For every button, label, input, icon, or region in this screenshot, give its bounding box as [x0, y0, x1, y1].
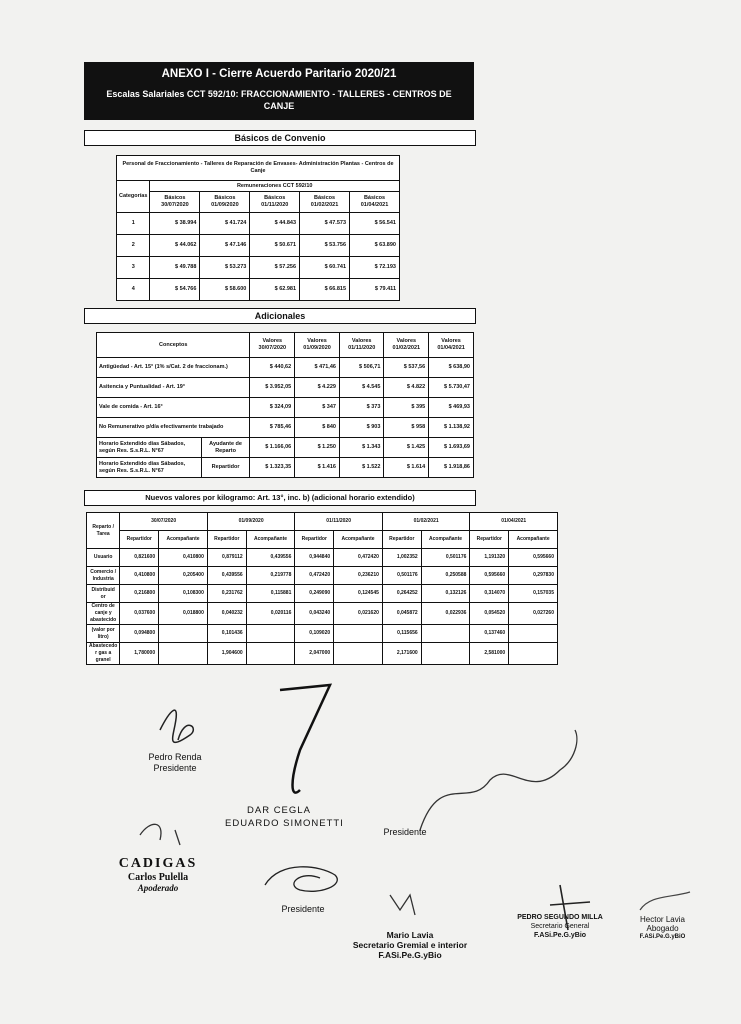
- tarea-cell: Distribuid or: [87, 585, 120, 603]
- value-cell: $ 958: [384, 418, 429, 438]
- table-row: [117, 279, 400, 301]
- value-cell: $ 1.918,86: [429, 458, 474, 478]
- basicos-table: [116, 155, 400, 301]
- adicionales-table: [96, 332, 474, 478]
- kilogramo-table: [86, 512, 558, 665]
- value-cell: 0,054520: [470, 603, 509, 625]
- lavia-org: F.ASi.Pe.G.yBio: [378, 950, 442, 960]
- value-cell: 0,124545: [334, 585, 383, 603]
- basicos-remun-title: Remuneraciones CCT 592/10: [150, 181, 400, 192]
- value-cell: 0,314070: [470, 585, 509, 603]
- adic-col-header: Valores 01/09/2020: [295, 333, 340, 358]
- tarea-cell: Usuario: [87, 549, 120, 567]
- value-cell: $ 54.766: [150, 279, 200, 301]
- value-cell: 0,040232: [207, 603, 246, 625]
- concept-cell: Horario Extendido días Sábados, según Res. S.s.R.L. N°67: [97, 458, 202, 478]
- value-cell: [159, 625, 208, 643]
- cat-cell: 2: [117, 235, 150, 257]
- value-cell: $ 4.545: [339, 378, 383, 398]
- value-cell: $ 537,56: [384, 358, 429, 378]
- value-cell: $ 1.323,35: [250, 458, 295, 478]
- tarea-cell: Centro de canje y abastecido: [87, 603, 120, 625]
- value-cell: $ 506,71: [339, 358, 383, 378]
- value-cell: $ 469,93: [429, 398, 474, 418]
- value-cell: 0,018800: [159, 603, 208, 625]
- basicos-col-header: Básicos 01/11/2020: [250, 192, 300, 213]
- value-cell: $ 47.573: [300, 213, 350, 235]
- hector-name: Hector Lavia: [640, 915, 685, 924]
- value-cell: 0,821600: [120, 549, 159, 567]
- value-cell: $ 66.815: [300, 279, 350, 301]
- value-cell: $ 79.411: [350, 279, 400, 301]
- value-cell: 0,094800: [120, 625, 159, 643]
- value-cell: $ 57.256: [250, 257, 300, 279]
- basicos-col-header: Básicos 01/09/2020: [200, 192, 250, 213]
- concept-cell: No Remunerativo p/día efectivamente trabajado: [97, 418, 250, 438]
- sub-header-repartidor: Repartidor: [295, 531, 334, 549]
- table-row: [97, 358, 474, 378]
- table-row: [87, 567, 558, 585]
- value-cell: 0,022936: [421, 603, 470, 625]
- value-cell: 2,047000: [295, 643, 334, 665]
- value-cell: $ 3.952,05: [250, 378, 295, 398]
- lavia-role: Secretario Gremial e interior: [352, 940, 468, 950]
- cat-cell: 1: [117, 213, 150, 235]
- value-cell: $ 1.416: [295, 458, 340, 478]
- value-cell: $ 62.981: [250, 279, 300, 301]
- value-cell: $ 785,46: [250, 418, 295, 438]
- basicos-col-header: Básicos 01/02/2021: [300, 192, 350, 213]
- milla-org: F.ASi.Pe.G.yBio: [533, 932, 587, 939]
- value-cell: $ 840: [295, 418, 340, 438]
- value-cell: 0,297830: [509, 567, 558, 585]
- document-header: [84, 62, 474, 120]
- value-cell: 0,410800: [159, 549, 208, 567]
- sub-header-acompanante: Acompañante: [421, 531, 470, 549]
- value-cell: $ 50.671: [250, 235, 300, 257]
- value-cell: 0,250588: [421, 567, 470, 585]
- table-row: [87, 625, 558, 643]
- value-cell: $ 72.193: [350, 257, 400, 279]
- sub-header-acompanante: Acompañante: [334, 531, 383, 549]
- pulella-name: Carlos Pulella: [127, 872, 189, 883]
- date-header: 01/02/2021: [382, 513, 470, 531]
- value-cell: 1,780000: [120, 643, 159, 665]
- value-cell: 0,108300: [159, 585, 208, 603]
- value-cell: 0,132126: [421, 585, 470, 603]
- value-cell: $ 1.343: [339, 438, 383, 458]
- value-cell: $ 60.741: [300, 257, 350, 279]
- value-cell: 0,410800: [120, 567, 159, 585]
- adic-col-header: Valores 30/07/2020: [250, 333, 295, 358]
- value-cell: 0,231762: [207, 585, 246, 603]
- concepts-header: Conceptos: [97, 333, 250, 358]
- cegla-line2: EDUARDO SIMONETTI: [225, 818, 344, 829]
- table-row: [97, 418, 474, 438]
- value-cell: [246, 625, 295, 643]
- table-row: [87, 549, 558, 567]
- sub-header-repartidor: Repartidor: [120, 531, 159, 549]
- president2-role: Presidente: [281, 904, 325, 914]
- concept-sub-cell: Repartidor: [201, 458, 250, 478]
- sub-header-acompanante: Acompañante: [509, 531, 558, 549]
- cat-cell: 3: [117, 257, 150, 279]
- value-cell: 0,595660: [509, 549, 558, 567]
- value-cell: $ 58.600: [200, 279, 250, 301]
- table-row: [87, 603, 558, 625]
- value-cell: 0,115881: [246, 585, 295, 603]
- milla-name: PEDRO SEGUNDO MILLA: [517, 914, 603, 921]
- signature-scribbles: [0, 670, 741, 1024]
- sub-header-repartidor: Repartidor: [470, 531, 509, 549]
- value-cell: 0,501176: [382, 567, 421, 585]
- tarea-cell: Comercio / Industria: [87, 567, 120, 585]
- value-cell: 0,472420: [295, 567, 334, 585]
- value-cell: [421, 625, 470, 643]
- sub-header-repartidor: Repartidor: [382, 531, 421, 549]
- renda-signature-block: [130, 752, 220, 774]
- milla-role: Secretario General: [530, 923, 590, 930]
- date-header: 01/04/2021: [470, 513, 558, 531]
- pulella-role: Apoderado: [137, 883, 179, 893]
- value-cell: $ 49.788: [150, 257, 200, 279]
- value-cell: 0,879112: [207, 549, 246, 567]
- date-header: 01/11/2020: [295, 513, 383, 531]
- table-row: [117, 213, 400, 235]
- value-cell: 0,595660: [470, 567, 509, 585]
- basicos-col-header: Básicos 30/07/2020: [150, 192, 200, 213]
- value-cell: 0,157035: [509, 585, 558, 603]
- value-cell: 0,027260: [509, 603, 558, 625]
- value-cell: 1,904600: [207, 643, 246, 665]
- value-cell: 0,021620: [334, 603, 383, 625]
- value-cell: $ 324,09: [250, 398, 295, 418]
- date-header: 01/09/2020: [207, 513, 295, 531]
- value-cell: $ 1.522: [339, 458, 383, 478]
- adic-col-header: Valores 01/04/2021: [429, 333, 474, 358]
- cadigas-block: [108, 856, 208, 893]
- date-header: 30/07/2020: [120, 513, 208, 531]
- value-cell: 0,115656: [382, 625, 421, 643]
- value-cell: [509, 625, 558, 643]
- document-title: ANEXO I - Cierre Acuerdo Paritario 2020/21: [161, 68, 397, 80]
- value-cell: 0,043240: [295, 603, 334, 625]
- basicos-cat-header: Categorías: [117, 181, 150, 213]
- cadigas-name: CADIGAS: [118, 856, 198, 871]
- value-cell: $ 53.756: [300, 235, 350, 257]
- table-row: [97, 398, 474, 418]
- renda-role: Presidente: [153, 763, 197, 773]
- value-cell: $ 395: [384, 398, 429, 418]
- value-cell: $ 1.425: [384, 438, 429, 458]
- renda-name: Pedro Renda: [148, 752, 202, 762]
- value-cell: 0,439556: [246, 549, 295, 567]
- value-cell: $ 1.693,69: [429, 438, 474, 458]
- milla-signature-block: [505, 913, 615, 940]
- value-cell: 0,037600: [120, 603, 159, 625]
- table-row: [97, 438, 474, 458]
- sub-header-acompanante: Acompañante: [159, 531, 208, 549]
- lavia-signature-block: [345, 930, 475, 960]
- value-cell: [509, 643, 558, 665]
- value-cell: 0,501176: [421, 549, 470, 567]
- adic-col-header: Valores 01/11/2020: [339, 333, 383, 358]
- value-cell: $ 56.541: [350, 213, 400, 235]
- value-cell: $ 5.730,47: [429, 378, 474, 398]
- adic-col-header: Valores 01/02/2021: [384, 333, 429, 358]
- value-cell: 0,472420: [334, 549, 383, 567]
- value-cell: $ 903: [339, 418, 383, 438]
- value-cell: 0,944840: [295, 549, 334, 567]
- value-cell: $ 38.994: [150, 213, 200, 235]
- adicionales-section-title: Adicionales: [84, 308, 476, 324]
- concept-cell: Vale de comida - Art. 16°: [97, 398, 250, 418]
- tarea-cell: Abastecedo r gas a granel: [87, 643, 120, 665]
- value-cell: $ 44.843: [250, 213, 300, 235]
- value-cell: $ 638,90: [429, 358, 474, 378]
- value-cell: $ 41.724: [200, 213, 250, 235]
- concept-cell: Asitencia y Puntualidad - Art. 19°: [97, 378, 250, 398]
- value-cell: 1,002352: [382, 549, 421, 567]
- value-cell: 0,020116: [246, 603, 295, 625]
- reparto-header: Reparto / Tarea: [87, 513, 120, 549]
- value-cell: 2,581000: [470, 643, 509, 665]
- value-cell: 1,191320: [470, 549, 509, 567]
- hector-signature-block: [625, 915, 700, 942]
- sub-header-acompanante: Acompañante: [246, 531, 295, 549]
- hector-role: Abogado: [646, 924, 679, 933]
- value-cell: 2,171600: [382, 643, 421, 665]
- concept-cell: Horario Extendido días Sábados, según Res. S.s.R.L. N°67: [97, 438, 202, 458]
- table-row: [117, 257, 400, 279]
- cat-cell: 4: [117, 279, 150, 301]
- value-cell: 0,236210: [334, 567, 383, 585]
- value-cell: 0,219778: [246, 567, 295, 585]
- table-row: [117, 235, 400, 257]
- value-cell: [421, 643, 470, 665]
- value-cell: $ 44.062: [150, 235, 200, 257]
- document-subtitle: Escalas Salariales CCT 592/10: FRACCIONAMIENTO - TALLERES - CENTROS DE CANJE: [106, 89, 452, 111]
- sub-header-repartidor: Repartidor: [207, 531, 246, 549]
- value-cell: 0,101436: [207, 625, 246, 643]
- value-cell: 0,249090: [295, 585, 334, 603]
- concept-cell: Antigüedad - Art. 15° (1% s/Cat. 2 de fraccionam.): [97, 358, 250, 378]
- value-cell: $ 53.273: [200, 257, 250, 279]
- value-cell: $ 1.138,92: [429, 418, 474, 438]
- value-cell: [334, 625, 383, 643]
- kilogramo-section-title: Nuevos valores por kilogramo: Art. 13°, inc. b) (adicional horario extendido): [84, 490, 476, 506]
- table-row: [87, 643, 558, 665]
- cegla-line1: DAR CEGLA: [247, 805, 311, 816]
- value-cell: [159, 643, 208, 665]
- value-cell: 0,205400: [159, 567, 208, 585]
- table-row: [87, 585, 558, 603]
- basicos-col-header: Básicos 01/04/2021: [350, 192, 400, 213]
- value-cell: $ 347: [295, 398, 340, 418]
- value-cell: $ 47.146: [200, 235, 250, 257]
- value-cell: 0,045872: [382, 603, 421, 625]
- value-cell: $ 1.614: [384, 458, 429, 478]
- value-cell: 0,216800: [120, 585, 159, 603]
- mid-president-role: Presidente: [383, 827, 427, 837]
- value-cell: 0,137460: [470, 625, 509, 643]
- table-row: [97, 378, 474, 398]
- tarea-cell: (valor por litro): [87, 625, 120, 643]
- value-cell: $ 4.822: [384, 378, 429, 398]
- basicos-group-title: Personal de Fraccionamiento - Talleres de Reparación de Envases- Administración Plantas - Centros de Canje: [117, 156, 400, 181]
- value-cell: $ 1.250: [295, 438, 340, 458]
- value-cell: 0,439556: [207, 567, 246, 585]
- concept-sub-cell: Ayudante de Reparto: [201, 438, 250, 458]
- value-cell: 0,109020: [295, 625, 334, 643]
- value-cell: [246, 643, 295, 665]
- value-cell: [334, 643, 383, 665]
- value-cell: $ 1.166,06: [250, 438, 295, 458]
- value-cell: $ 4.229: [295, 378, 340, 398]
- value-cell: $ 440,62: [250, 358, 295, 378]
- basicos-section-title: Básicos de Convenio: [84, 130, 476, 146]
- value-cell: $ 373: [339, 398, 383, 418]
- value-cell: 0,264252: [382, 585, 421, 603]
- value-cell: $ 63.890: [350, 235, 400, 257]
- value-cell: $ 471,46: [295, 358, 340, 378]
- lavia-name: Mario Lavia: [386, 930, 434, 940]
- table-row: [97, 458, 474, 478]
- hector-org: F.ASi.Pe.G.yBiO: [639, 934, 686, 940]
